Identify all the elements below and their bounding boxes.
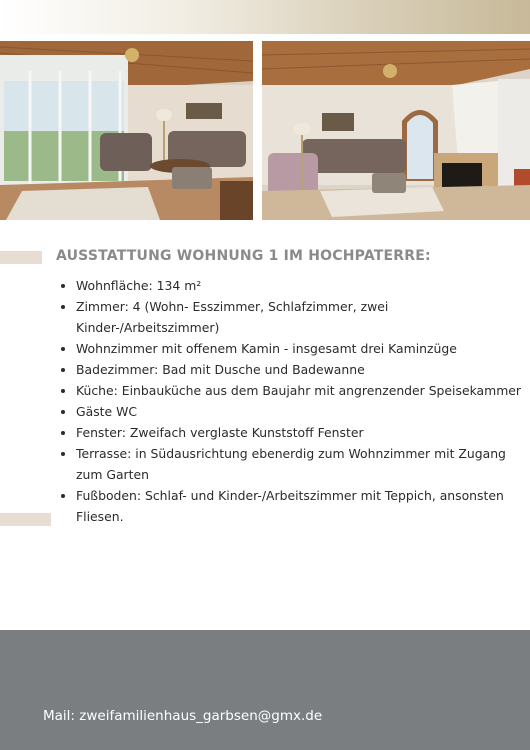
list-item: • Wohnfläche: 134 m² <box>76 275 526 296</box>
list-item: • Wohnzimmer mit offenem Kamin - insgesamt drei Kaminzüge <box>76 338 526 359</box>
living-room-photo-fireplace <box>262 41 530 220</box>
list-item: • Badezimmer: Bad mit Dusche und Badewanne <box>76 359 526 380</box>
section-heading: AUSSTATTUNG WOHNUNG 1 IM HOCHPATERRE: <box>56 248 431 264</box>
list-item: • Terrasse: in Südausrichtung ebenerdig zum Wohnzimmer mit Zugang zum Garten <box>76 443 526 485</box>
heading-accent-bar <box>0 251 42 264</box>
list-item: • Fußboden: Schlaf- und Kinder-/Arbeitszimmer mit Teppich, ansonsten Fliesen. <box>76 485 526 527</box>
top-decorative-bar <box>0 0 530 34</box>
list-item: • Zimmer: 4 (Wohn- Esszimmer, Schlafzimmer, zwei Kinder-/Arbeitszimmer) <box>76 296 526 338</box>
feature-list <box>60 275 526 527</box>
list-item: • Gäste WC <box>76 401 526 422</box>
contact-email: Mail: zweifamilienhaus_garbsen@gmx.de <box>43 708 323 724</box>
bottom-accent-bar <box>0 513 51 526</box>
list-item: • Küche: Einbauküche aus dem Baujahr mit angrenzender Speisekammer <box>76 380 526 401</box>
living-room-photo-windows <box>0 41 253 220</box>
list-item: • Fenster: Zweifach verglaste Kunststoff Fenster <box>76 422 526 443</box>
footer-band <box>0 630 530 750</box>
